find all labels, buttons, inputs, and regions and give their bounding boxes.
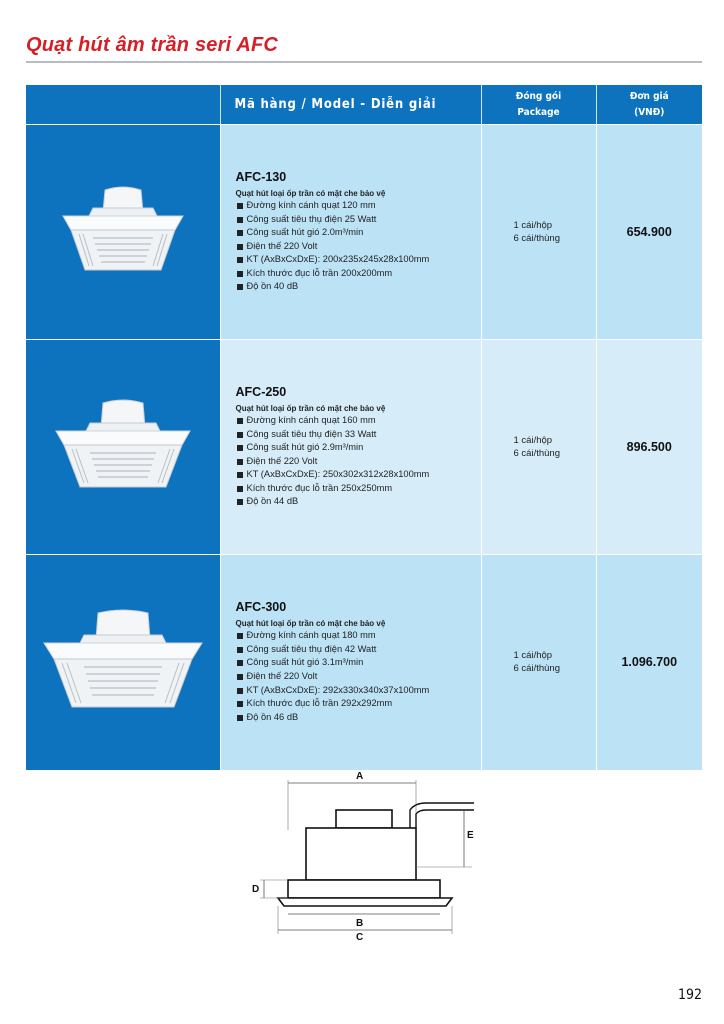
product-image-cell — [26, 340, 220, 555]
model-name: AFC-130 — [235, 169, 287, 184]
spec-list — [236, 199, 481, 294]
product-description-cell — [220, 125, 481, 340]
table-row — [26, 340, 702, 555]
table-header-row — [26, 85, 702, 125]
spec-item: Độ ồn 40 dB — [236, 280, 481, 294]
table-row — [26, 125, 702, 340]
model-name: AFC-300 — [235, 600, 287, 615]
spec-list — [236, 414, 481, 509]
spec-item: Kích thước đục lỗ trần 250x250mm — [236, 482, 481, 496]
ceiling-fan-image — [48, 397, 198, 497]
fan-flange — [288, 880, 440, 898]
spec-item: Kích thước đục lỗ trần 292x292mm — [236, 697, 481, 711]
spec-list — [236, 629, 481, 724]
spec-item: KT (AxBxCxDxE): 250x302x312x28x100mm — [236, 468, 481, 482]
spec-item: Công suất tiêu thụ điện 42 Watt — [236, 643, 481, 657]
spec-item: KT (AxBxCxDxE): 200x235x245x28x100mm — [236, 253, 481, 267]
package-per-box: 1 cái/hộp — [513, 435, 553, 446]
spec-item: Công suất hút gió 3.1m³/min — [236, 656, 481, 670]
product-description-cell — [220, 555, 481, 770]
spec-item: Công suất tiêu thụ điện 33 Watt — [236, 428, 481, 442]
spec-item: Điện thế 220 Volt — [236, 455, 481, 469]
header-package-vi: Đóng gói — [515, 90, 562, 102]
package-cell — [481, 125, 596, 340]
spec-item: Điện thế 220 Volt — [236, 670, 481, 684]
package-per-box: 1 cái/hộp — [513, 220, 553, 231]
header-image-cell — [26, 85, 220, 125]
page-title: Quạt hút âm trần seri AFC — [26, 34, 279, 56]
package-cell — [481, 340, 596, 555]
product-description-cell — [220, 340, 481, 555]
price-cell: 654.900 — [596, 125, 702, 340]
dimension-label-c: C — [356, 932, 364, 943]
ceiling-fan-image — [53, 182, 193, 282]
spec-item: KT (AxBxCxDxE): 292x330x340x37x100mm — [236, 684, 481, 698]
dimension-label-e: E — [467, 830, 474, 841]
spec-item: Công suất hút gió 2.9m³/min — [236, 441, 481, 455]
product-image-cell — [26, 555, 220, 770]
header-price — [596, 85, 702, 125]
spec-item: Đường kính cánh quạt 160 mm — [236, 414, 481, 428]
header-price-vi: Đơn giá — [629, 90, 669, 102]
spec-item: Đường kính cánh quạt 120 mm — [236, 199, 481, 213]
price-cell: 896.500 — [596, 340, 702, 555]
spec-item: Kích thước đục lỗ trần 200x200mm — [236, 267, 481, 281]
price-cell: 1.096.700 — [596, 555, 702, 770]
package-per-carton: 6 cái/thùng — [513, 233, 560, 244]
table-row — [26, 555, 702, 770]
model-subtitle: Quạt hút loại ốp trần có mặt che bảo vệ — [235, 619, 386, 629]
product-image-cell — [26, 125, 220, 340]
title-divider — [26, 61, 702, 63]
spec-item: Công suất tiêu thụ điện 25 Watt — [236, 213, 481, 227]
header-package-en: Package — [517, 106, 560, 118]
spec-item: Đường kính cánh quạt 180 mm — [236, 629, 481, 643]
page-number: 192 — [677, 987, 702, 1003]
model-subtitle: Quạt hút loại ốp trần có mặt che bảo vệ — [235, 188, 386, 198]
fan-body — [306, 828, 416, 880]
model-name: AFC-250 — [235, 384, 287, 399]
side-outlet-pipe-inner — [416, 810, 474, 828]
package-per-box: 1 cái/hộp — [513, 650, 553, 662]
header-package — [481, 85, 596, 125]
package-per-carton: 6 cái/thùng — [513, 448, 560, 459]
spec-item: Độ ồn 46 dB — [236, 711, 481, 725]
spec-item: Công suất hút gió 2.0m³/min — [236, 226, 481, 240]
spec-item: Điện thế 220 Volt — [236, 240, 481, 254]
model-subtitle: Quạt hút loại ốp trần có mặt che bảo vệ — [235, 403, 386, 413]
header-model-description: Mã hàng / Model - Diễn giải — [220, 85, 481, 125]
package-per-carton: 6 cái/thùng — [513, 663, 560, 675]
ceiling-fan-image — [38, 607, 208, 717]
fan-grille-plate — [278, 898, 452, 906]
dimension-label-b: B — [356, 918, 364, 929]
fan-top-duct — [336, 810, 392, 828]
dimension-diagram — [240, 770, 490, 950]
dimension-label-d: D — [252, 884, 260, 895]
product-table — [26, 85, 702, 770]
spec-item: Độ ồn 44 dB — [236, 495, 481, 509]
dimension-label-a: A — [356, 771, 364, 782]
header-price-unit: (VNĐ) — [634, 106, 665, 118]
package-cell — [481, 555, 596, 770]
